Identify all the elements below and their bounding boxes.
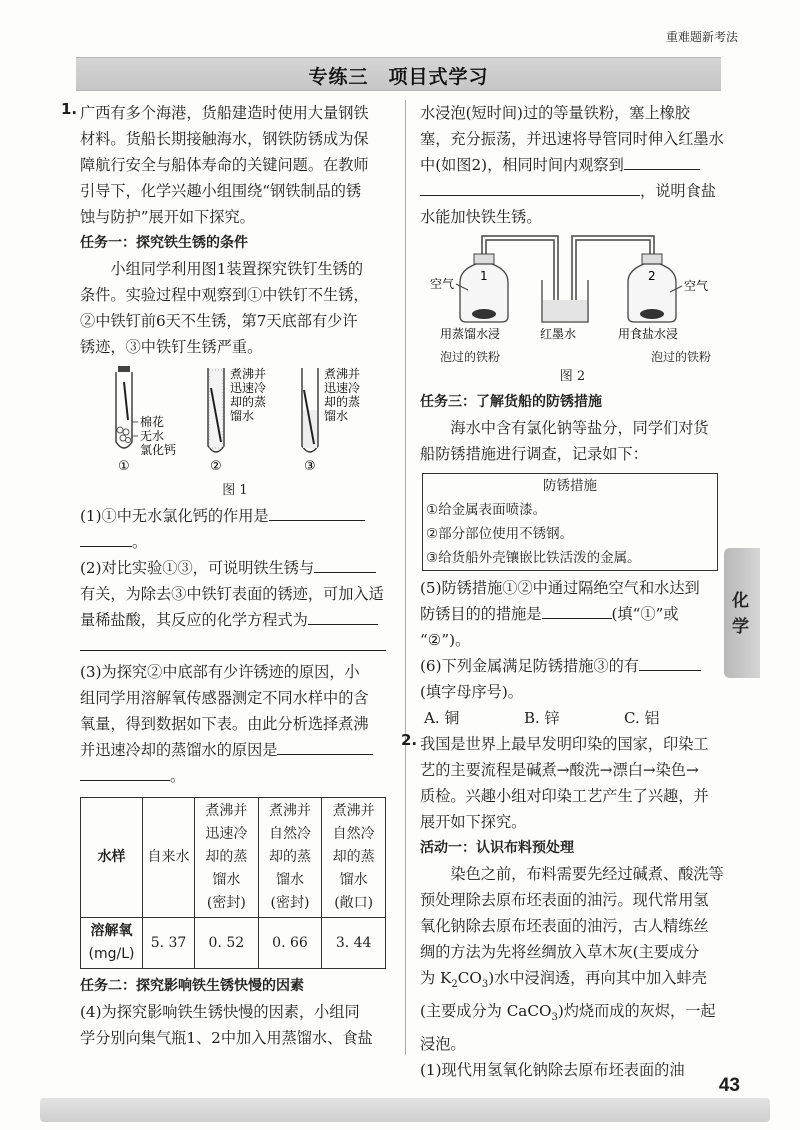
- table-header-cell: 煮沸并 迅速冷 却的蒸 馏水 (密封): [195, 798, 259, 918]
- option-a[interactable]: A. 铜: [424, 709, 460, 727]
- task1-text: 条件。实验过程中观察到①中铁钉不生锈，: [80, 286, 369, 304]
- tube-3-label: 却的蒸: [324, 395, 361, 409]
- answer-blank[interactable]: [314, 559, 376, 573]
- table-row-label: 溶解氧 (mg/L): [81, 918, 143, 969]
- figure-1-caption: 图 1: [222, 483, 248, 498]
- sub1-end: 。: [132, 533, 148, 551]
- tube-1-number: ①: [118, 459, 130, 474]
- answer-blank[interactable]: [80, 533, 132, 547]
- sub1-text: (1)①中无水氯化钙的作用是: [80, 507, 269, 525]
- bottle-1-number: 1: [480, 269, 488, 283]
- footer-band: [40, 1098, 770, 1122]
- tube-2-label: 馏水: [230, 409, 255, 423]
- bottle-2-label: 用食盐水浸: [618, 327, 679, 341]
- dissolved-oxygen-table: [80, 797, 386, 969]
- page-number: 43: [718, 1075, 740, 1096]
- question-2-number: 2.: [401, 731, 418, 749]
- side-tab-char: 学: [732, 617, 749, 637]
- table-header-label: 水样: [81, 798, 143, 918]
- tube-3-number: ③: [304, 459, 316, 474]
- activity1-text: 浸泡。: [420, 1035, 466, 1054]
- table-header-cell: 煮沸并 自然冷 却的蒸 馏水 (敞口): [322, 798, 386, 918]
- table-cell: 0. 66: [258, 918, 322, 969]
- answer-blank[interactable]: [80, 767, 170, 781]
- task3-text: 船防锈措施进行调查，记录如下：: [420, 445, 648, 463]
- activity1-text: 预处理除去原布坯表面的油污。现代常用氢: [420, 891, 709, 909]
- activity1-text: 染色之前，布料需要先经过碱煮、酸洗等: [450, 865, 724, 883]
- answer-blank[interactable]: [542, 605, 612, 619]
- q1-intro-line: 障航行安全与船体寿命的关键问题。在教师: [80, 156, 369, 174]
- table-cell: 5. 37: [143, 918, 195, 969]
- section-banner: [76, 57, 721, 91]
- activity1-text: 绸的方法为先将丝绸放入草木灰(主要成分: [420, 943, 700, 961]
- task1-title: 任务一：探究铁生锈的条件: [80, 235, 248, 251]
- answer-blank[interactable]: [624, 156, 700, 170]
- sub6-options: [420, 705, 725, 731]
- sub3-end: 。: [170, 767, 186, 785]
- table-cell: 0. 52: [195, 918, 259, 969]
- sub4-text: 水能加快铁生锈。: [420, 208, 542, 226]
- sub3-text: 组同学用溶解氧传感器测定不同水样中的含: [80, 689, 369, 707]
- activity1-title: 活动一：认识布料预处理: [420, 840, 574, 856]
- figure-2-apparatus: [420, 230, 720, 350]
- q2-intro-line: 艺的主要流程是碱煮→酸洗→漂白→染色→: [420, 761, 699, 779]
- rust-prevention-box: [422, 473, 718, 571]
- tube-2-label: 却的蒸: [230, 395, 267, 409]
- column-divider: [405, 100, 406, 1055]
- bottle-2: [628, 254, 676, 322]
- answer-blank[interactable]: [420, 182, 640, 196]
- bottle-2-label: 泡过的铁粉: [650, 350, 711, 364]
- sub4-text: ，说明食盐: [640, 182, 716, 200]
- header-brand: 重难题新考法: [665, 30, 738, 44]
- task3-title: 任务三：了解货船的防锈措施: [420, 394, 602, 410]
- tube-2: [208, 368, 224, 452]
- option-c[interactable]: C. 铝: [624, 709, 660, 727]
- option-b[interactable]: B. 锌: [524, 709, 560, 727]
- sub5-text: 防锈目的的措施是: [420, 605, 542, 623]
- q2-intro-line: 我国是世界上最早发明印染的国家，印染工: [420, 735, 709, 753]
- subject-side-tab: [724, 548, 760, 678]
- side-tab-char: 化: [732, 591, 749, 611]
- sub3-text: 氧量，得到数据如下表。由此分析选择煮沸: [80, 715, 369, 733]
- table-header-row: [81, 798, 386, 918]
- red-ink-beaker: [542, 280, 588, 322]
- tube-3-label: 煮沸并: [324, 367, 361, 381]
- red-ink-label: 红墨水: [540, 327, 577, 341]
- q1-intro-line: 材料。货船长期接触海水，钢铁防锈成为保: [80, 130, 369, 148]
- tube-1: [116, 366, 138, 448]
- tube-3-label: 迅速冷: [324, 381, 361, 395]
- answer-blank[interactable]: [269, 507, 365, 521]
- sub4-text: 水浸泡(短时间)过的等量铁粉，塞上橡胶: [420, 104, 691, 122]
- table-cell: 3. 44: [322, 918, 386, 969]
- sub3-text: 并迅速冷却的蒸馏水的原因是: [80, 741, 278, 759]
- q1-intro-line: 蚀与防护”展开如下探究。: [80, 208, 255, 226]
- sub4-text: 学分别向集气瓶1、2中加入用蒸馏水、食盐: [80, 1029, 373, 1047]
- sub2-text: 量稀盐酸，其反应的化学方程式为: [80, 611, 308, 629]
- sub4-text: 中(如图2)，相同时间内观察到: [420, 156, 624, 174]
- tube-2-label: 煮沸并: [230, 367, 267, 381]
- task3-text: 海水中含有氯化钠等盐分，同学们对货: [450, 419, 709, 437]
- tube-3-label: 馏水: [324, 409, 349, 423]
- task2-title: 任务二：探究影响铁生锈快慢的因素: [80, 978, 304, 994]
- sub4-text: 塞，充分振荡，并迅速将导管同时伸入红墨水: [420, 130, 724, 148]
- sub5-text: (填“①”或: [611, 605, 679, 623]
- answer-blank[interactable]: [277, 741, 373, 755]
- tube-2-number: ②: [210, 459, 222, 474]
- task1-text: 锈迹，③中铁钉生锈严重。: [80, 338, 263, 356]
- q1-intro-line: 广西有多个海港，货船建造时使用大量钢铁: [80, 104, 369, 122]
- task1-text: ②中铁钉前6天不生锈，第7天底部有少许: [80, 312, 358, 330]
- tube-1-label: 棉花: [140, 415, 165, 429]
- bottle-1-label: 用蒸馏水浸: [440, 327, 501, 341]
- box-item: ③给货船外壳镶嵌比铁活泼的金属。: [426, 550, 641, 566]
- tube-3: [302, 368, 318, 452]
- figure-1-test-tubes: [80, 360, 390, 475]
- table-header-cell: 自来水: [143, 798, 195, 918]
- right-column: [401, 100, 725, 1083]
- sub2-text: 有关，为除去③中铁钉表面的锈迹，可加入适: [80, 585, 384, 603]
- sub6-text: (填字母序号)。: [420, 683, 523, 701]
- q2-intro-line: 展开如下探究。: [420, 813, 527, 831]
- question-1-number: 1.: [61, 100, 78, 118]
- bottle-1-label: 泡过的铁粉: [440, 350, 501, 364]
- air-left-label: 空气: [430, 277, 455, 291]
- q2-intro-line: 质检。兴趣小组对印染工艺产生了兴趣，并: [420, 787, 709, 805]
- box-title: 防锈措施: [543, 478, 597, 494]
- sub4-text: (4)为探究影响铁生锈快慢的因素，小组同: [80, 1003, 360, 1021]
- box-item: ①给金属表面喷漆。: [426, 502, 547, 518]
- air-right-label: 空气: [684, 279, 709, 293]
- sub5-text: “②”)。: [420, 631, 471, 649]
- answer-blank[interactable]: [80, 637, 386, 651]
- sub5-text: (5)防锈措施①②中通过隔绝空气和水达到: [420, 579, 700, 597]
- bottle-2-number: 2: [648, 269, 656, 283]
- box-item: ②部分部位使用不锈钢。: [426, 526, 574, 542]
- tube-1-label: 氯化钙: [140, 443, 177, 457]
- table-header-cell: 煮沸并 自然冷 却的蒸 馏水 (密封): [258, 798, 322, 918]
- q2-sub1-text: (1)现代用氢氧化钠除去原布坯表面的油: [420, 1061, 685, 1080]
- figure-2-caption: 图 2: [559, 369, 586, 384]
- page-title: 专练三 项目式学习: [308, 66, 489, 88]
- answer-blank[interactable]: [308, 611, 378, 625]
- task1-text: 小组同学利用图1装置探究铁钉生锈的: [110, 260, 364, 278]
- tube-1-label: 无水: [140, 429, 165, 443]
- answer-blank[interactable]: [639, 657, 701, 671]
- activity1-text: (主要成分为 CaCO$_3$)灼烧而成的灰烬，一起: [420, 1002, 716, 1024]
- table-row: [81, 918, 386, 969]
- activity1-text: 氧化钠除去原布坯表面的油污，古人精练丝: [420, 917, 709, 935]
- sub3-text: (3)为探究②中底部有少许锈迹的原因，小: [80, 663, 360, 681]
- q1-intro-line: 引导下，化学兴趣小组围绕“钢铁制品的锈: [80, 182, 362, 200]
- sub6-text: (6)下列金属满足防锈措施③的有: [420, 657, 639, 675]
- bottle-1: [460, 254, 508, 322]
- tube-2-label: 迅速冷: [230, 381, 267, 395]
- left-column: [61, 100, 390, 1051]
- activity1-text: 为 $K_2CO_3$)水中浸润透，再向其中加入蚌壳: [420, 969, 707, 991]
- sub2-text: (2)对比实验①③，可说明铁生锈与: [80, 559, 315, 577]
